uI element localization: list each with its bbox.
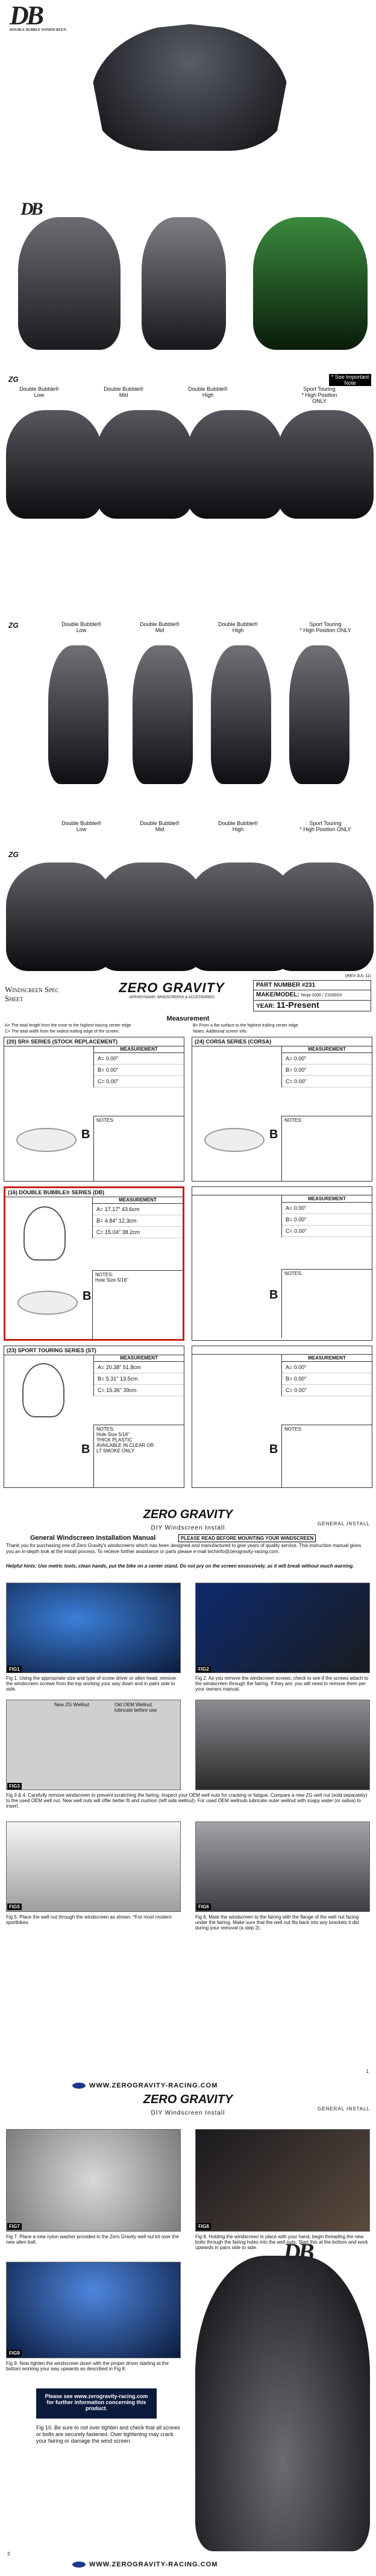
visit-box: Please see www.zerogravity-racing.com for further information concerning this product. (36, 2388, 157, 2419)
b-marker: B (81, 1443, 90, 1456)
page-number-1: 1 (366, 2069, 369, 2074)
label-high-top: Double Bubble® High (218, 621, 258, 633)
fig1-tag: FIG1 (7, 1666, 22, 1673)
install-page-2 (0, 2093, 376, 2576)
screen-diagram (22, 1363, 64, 1417)
fig3-note-new: New ZG Wellnut (54, 1702, 90, 1707)
fig2-photo (195, 1583, 370, 1673)
install-page-1 (0, 1508, 376, 2093)
bike-34-sport (271, 862, 374, 971)
db-logo: DB DOUBLE BUBBLE WINDSCREEN (10, 1, 66, 32)
zg-icon-2 (72, 2562, 86, 2568)
fig5-photo (6, 1821, 181, 1912)
label-sport-bottom: Sport Touring * High Position ONLY (299, 820, 351, 832)
screen-diagram-side (17, 1291, 78, 1315)
fig6-photo (195, 1821, 370, 1912)
db-logo-page2: DB (283, 2238, 312, 2265)
def-notes: Notes: Additional screen info. (193, 1030, 248, 1034)
def-c: C= The total width from the widest trailing edge of the screen. (5, 1030, 120, 1034)
card-sport-touring: (23) SPORT TOURING SERIES (ST) MEASUREMENT A= 20.38" 51.8cm B= 5.31" 13.5cm C= 15.36" 39cm NOTES: Hole Size 5/16" THICK PLASTIC AVAILABLE IN CLEAR OR LT SMOKE ONLY B (4, 1346, 184, 1488)
fig6-caption: Fig 6. Mate the windscreen to the fairing with the flange of the well nut facing under the fairing. Make sure that the well nut fits back into any brackets it did during your removal (a step 2). (195, 1914, 359, 1931)
zg-brand-logo: ZERO GRAVITY AERODYNAMIC WINDSCREENS & ACCESSORIES (119, 980, 225, 999)
general-install-label-2: GENERAL INSTALL (317, 2106, 370, 2112)
card-blank-2: MEASUREMENT A= 0.00" B= 0.00" C= 0.00" NOTES: B (192, 1346, 372, 1488)
intro-text: Thank you for purchasing one of Zero Gravity's windscreens which has been designed and manufactured to give years of quality service. This instruction manual gives you an in-depth look at the install process. To receive further assistance or parts please e-mail techinfo@zerogravity-racing.com. (6, 1543, 362, 1554)
label-low-top: Double Bubble® Low (61, 621, 101, 633)
windscreen-product-image (90, 24, 289, 151)
zg-mini-logo-2: ZG (8, 621, 19, 630)
fig3-photo (6, 1700, 181, 1790)
fig9-photo (6, 2262, 181, 2358)
bike-front-mid (133, 645, 193, 784)
fig9-caption: Fig 9. Now tighten the windscreen down with the proper driver starting at the bottom working your way upwards as described in Fig 8. (6, 2361, 169, 2372)
diy-title: DIY Windscreen Install (151, 1525, 225, 1531)
label-low-bottom: Double Bubble® Low (61, 820, 101, 832)
bike-photo-side (18, 217, 121, 350)
card-double-bubble: (16) DOUBLE BUBBLE® SERIES (DB) MEASUREMENT A= 17.17" 43.6cm B= 4.84" 12.3cm C= 15.04" 38.2cm NOTES: Hole Size 5/16" B (4, 1186, 184, 1341)
b-marker: B (269, 1443, 278, 1456)
rev-label: (REV-JUL-11) (345, 974, 371, 978)
b-marker: B (269, 1128, 278, 1141)
page-number-2: 2 (7, 2551, 10, 2557)
comparison-row-2 (0, 621, 376, 844)
def-b: B= From a flat surface to the highest trailing center edge. (193, 1024, 299, 1028)
card-sr-series: (20) SR® SERIES (STOCK REPLACEMENT) MEASUREMENT A= 0.00" B= 0.00" C= 0.00" NOTES: B (4, 1037, 184, 1182)
fig3-4-caption: Fig 3 & 4. Carefully remove windscreen to prevent scratching the fairing. Inspect your OEM well nuts for cracking or fatigue. Compare a new ZG well nut (sold separately) to the used OEM well nut. New well nuts will offer better fit and cushion (left side wellnut). For used OEM wellnuts lubricate outer wellnut with soapy water (or saliva) to insert. (6, 1793, 368, 1809)
label-low: Double Bubble® Low (19, 386, 59, 398)
part-info-box: PART NUMBER #231 MAKE/MODEL: Ninja 1000 / Z1000SX YEAR: 11-Present (253, 980, 371, 1011)
label-high-bottom: Double Bubble® High (218, 820, 258, 832)
note-badge: * See Important Note (329, 374, 371, 386)
zg-mini-logo: ZG (8, 375, 19, 384)
bike-front-low (48, 645, 108, 784)
fig7-tag: FIG7 (7, 2223, 22, 2230)
screen-diagram (24, 1206, 66, 1261)
fig5-caption: Fig 5. Place the well nut through the windscreen as shown. *For most modern sportbikes. (6, 1914, 172, 1925)
zg-mini-logo-3: ZG (8, 850, 19, 859)
bike-front-high (211, 645, 271, 784)
bike-side-sport (277, 410, 374, 519)
label-mid-top: Double Bubble® Mid (140, 621, 180, 633)
measurement-title: Measurement (166, 1015, 210, 1022)
zg-icon (72, 2083, 86, 2089)
fig3-tag: FIG3 (7, 1783, 22, 1790)
comparison-row-3 (0, 850, 376, 977)
spec-sheet-title: Windscreen Spec Sheet (5, 985, 59, 1003)
bike-side-mid (96, 410, 193, 519)
bike-side-low (6, 410, 102, 519)
fig4-photo (195, 1700, 370, 1790)
db-logo-small: DB (20, 199, 41, 219)
card-blank-1: MEASUREMENT A= 0.00" B= 0.00" C= 0.00" NOTES: B (192, 1186, 372, 1341)
general-install-label: GENERAL INSTALL (317, 1521, 370, 1527)
screen-diagram (204, 1128, 265, 1152)
fig1-photo (6, 1583, 181, 1673)
bike-side-high (187, 410, 283, 519)
zg-logo: ZERO GRAVITY (143, 1508, 233, 1521)
bike-front-sport (289, 645, 349, 784)
fig7-caption: Fig 7. Place a new nylon washer provided in the Zero Gravity well nut kit over the new allen bolt. (6, 2234, 179, 2245)
label-sport: Sport Touring * High Position ONLY (301, 386, 337, 404)
fig3-note-old: Old OEM Wellnut, lubricate before use (114, 1702, 157, 1713)
fig7-photo (6, 2129, 181, 2232)
screen-diagram (16, 1128, 77, 1152)
fig8-caption: Fig 8. Holding the windscreen in place with your hand, begin threading the new bolts through the fairing holes into the well nuts. Start this at the bottom and work upwards in pairs side to side. (195, 2234, 368, 2250)
zg-logo-2: ZERO GRAVITY (143, 2093, 233, 2106)
footer-url-2[interactable]: WWW.ZEROGRAVITY-RACING.COM (72, 2561, 218, 2568)
manual-title: General Windscreen Installation Manual (30, 1534, 156, 1542)
hero-section (0, 0, 376, 163)
label-sport-top: Sport Touring * High Position ONLY (299, 621, 351, 633)
bike-photos-section (0, 199, 376, 356)
fig9-tag: FIG9 (7, 2350, 22, 2356)
comparison-row-1 (0, 362, 376, 543)
diy-title-2: DIY Windscreen Install (151, 2110, 225, 2116)
footer-url-1[interactable]: WWW.ZEROGRAVITY-RACING.COM (72, 2082, 218, 2089)
label-high: Double Bubble® High (188, 386, 228, 398)
fig2-caption: Fig 2. As you remove the windscreen screws, check to see if the screws attach to the windscreen through the fairing. If they are, you will need to remove them per your owners manual. (195, 1676, 369, 1692)
fig6-tag: FIG6 (196, 1904, 211, 1910)
card-corsa-series: (24) CORSA SERIES (CORSA) MEASUREMENT A= 0.00" B= 0.00" C= 0.00" NOTES: B (192, 1037, 372, 1182)
bike-photo-front (142, 217, 226, 350)
db-bike-photo (195, 2256, 370, 2551)
def-a: A= The total length from the nose to the highest tracing center edge. (5, 1024, 133, 1028)
fig1-caption: Fig 1. Using the appropriate size and type of screw driver or allen head, remove the windscreen screws from the top working your way down and in pairs side to side. (6, 1676, 176, 1692)
label-mid: Double Bubble® Mid (104, 386, 143, 398)
fig8-photo (195, 2129, 370, 2232)
fig10-caption: Fig 10. Be sure to not over tighten and check that all screws or bolts are securely fastened. Over tightening may crack your fairing or damage the wind screen. (36, 2425, 180, 2444)
fig5-tag: FIG5 (7, 1904, 22, 1910)
warning-box: PLEASE READ BEFORE MOUNTING YOUR WINDSCREEN (178, 1534, 316, 1542)
fig8-tag: FIG8 (196, 2223, 211, 2230)
hint-text: Helpful hints: Use metric tools, clean hands, put the bike on a center stand. Do not pry on the screen excessively, as it will break without much warning. (6, 1563, 354, 1569)
b-marker: B (81, 1128, 90, 1141)
b-marker: B (269, 1288, 278, 1302)
spec-sheet (0, 974, 376, 1493)
label-mid-bottom: Double Bubble® Mid (140, 820, 180, 832)
bike-photo-green (253, 217, 368, 350)
b-marker: B (83, 1290, 92, 1303)
fig2-tag: FIG2 (196, 1666, 211, 1673)
